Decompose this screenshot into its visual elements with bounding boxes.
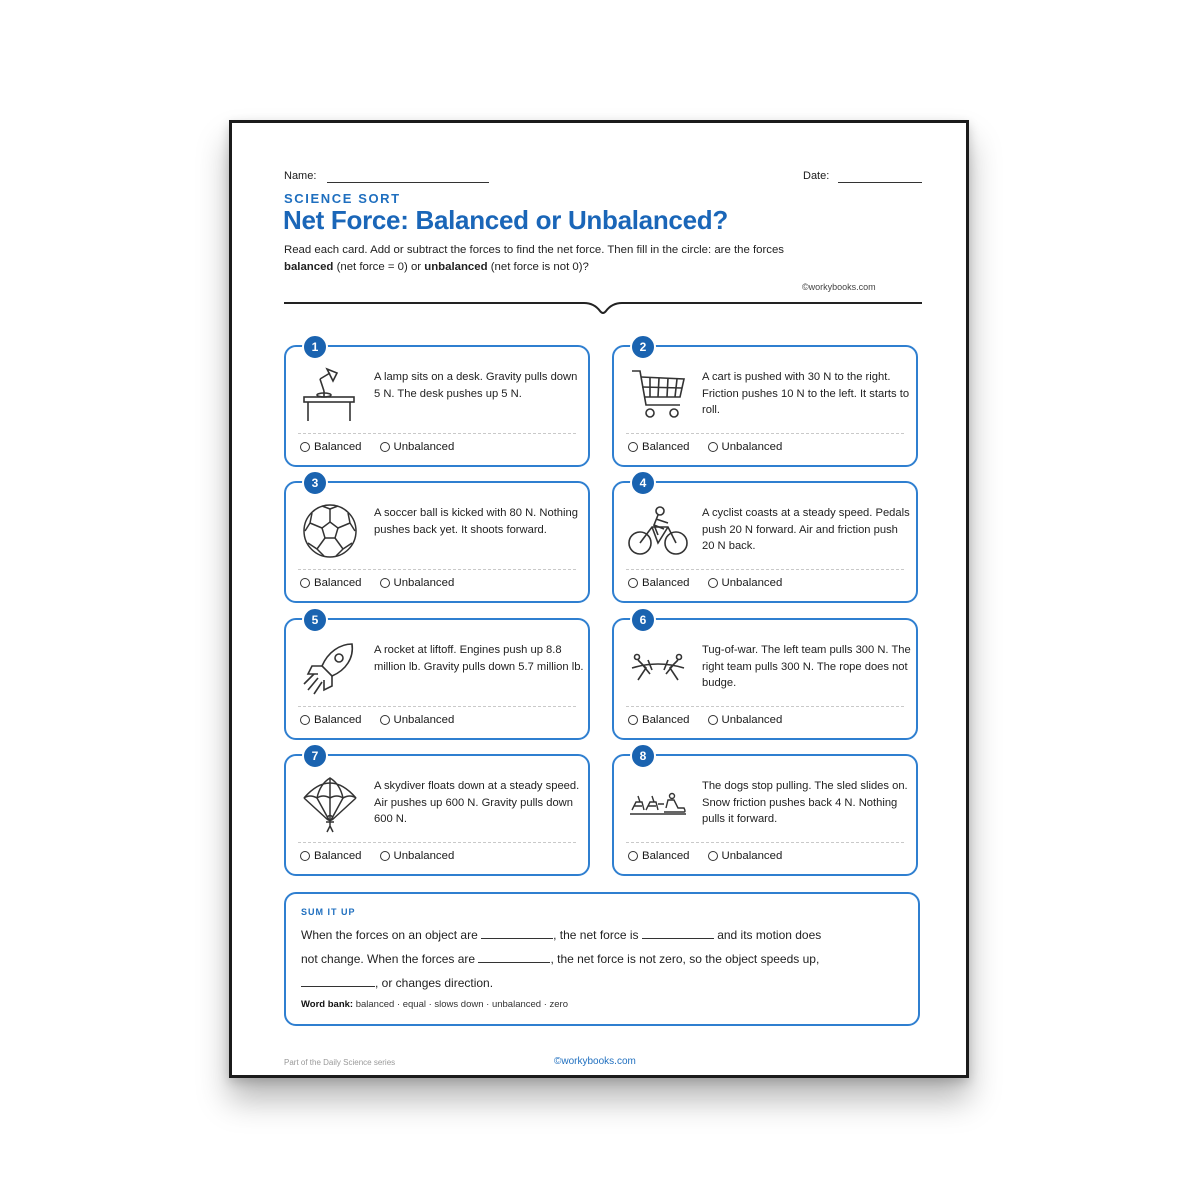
shopping-cart-icon [628, 365, 688, 425]
option-label: Unbalanced [393, 577, 455, 589]
balanced-option[interactable] [300, 577, 362, 589]
worksheet-page [229, 120, 969, 1078]
summary-text: and its motion does [717, 928, 822, 942]
instructions-bold-balanced: balanced [284, 261, 334, 273]
card-text: A rocket at liftoff. Engines push up 8.8 million lb. Gravity pulls down 5.7 million lb. [374, 644, 584, 673]
option-label: Unbalanced [393, 850, 455, 862]
word-bank-words: balanced · equal · slows down · unbalanced · zero [355, 999, 569, 1010]
answer-options [300, 714, 454, 726]
balanced-option[interactable] [628, 850, 690, 862]
answer-options [300, 577, 454, 589]
radio-circle[interactable] [300, 715, 310, 725]
name-label: Name: [284, 170, 317, 182]
card-number-badge: 6 [630, 607, 656, 633]
radio-circle[interactable] [300, 578, 310, 588]
tug-of-war-icon [628, 638, 688, 698]
summary-line-3 [301, 975, 493, 990]
radio-circle[interactable] [708, 442, 718, 452]
balanced-option[interactable] [300, 714, 362, 726]
unbalanced-option[interactable] [708, 850, 783, 862]
option-label: Balanced [314, 441, 362, 453]
footer-series: Part of the Daily Science series [284, 1058, 396, 1067]
dog-sled-icon [628, 774, 688, 834]
option-label: Unbalanced [721, 850, 783, 862]
option-label: Unbalanced [393, 714, 455, 726]
instructions [284, 242, 904, 276]
card-divider [626, 842, 904, 843]
fill-in-blank[interactable] [478, 951, 550, 963]
card-number-badge: 3 [302, 470, 328, 496]
answer-options [300, 850, 454, 862]
header-divider [284, 299, 922, 319]
option-label: Balanced [314, 577, 362, 589]
card-divider [298, 569, 576, 570]
unbalanced-option[interactable] [380, 577, 455, 589]
date-field[interactable] [838, 182, 922, 183]
balanced-option[interactable] [628, 577, 690, 589]
parachute-icon [300, 774, 360, 834]
card-7 [284, 749, 590, 876]
summary-text: , or changes direction. [375, 976, 494, 990]
footer-site-link[interactable]: ©workybooks.com [554, 1056, 636, 1067]
card-number-badge: 7 [302, 743, 328, 769]
card-4 [612, 476, 918, 603]
radio-circle[interactable] [628, 442, 638, 452]
answer-options [300, 441, 454, 453]
option-label: Unbalanced [721, 577, 783, 589]
radio-circle[interactable] [380, 578, 390, 588]
credit-text: ©workybooks.com [802, 282, 876, 292]
fill-in-blank[interactable] [642, 927, 714, 939]
radio-circle[interactable] [300, 851, 310, 861]
radio-circle[interactable] [708, 578, 718, 588]
radio-circle[interactable] [300, 442, 310, 452]
instructions-text-3: (net force is not 0)? [490, 261, 589, 273]
balanced-option[interactable] [628, 714, 690, 726]
option-label: Balanced [642, 714, 690, 726]
card-5 [284, 613, 590, 740]
radio-circle[interactable] [628, 578, 638, 588]
summary-line-2 [301, 951, 819, 966]
radio-circle[interactable] [380, 851, 390, 861]
card-6 [612, 613, 918, 740]
card-1 [284, 340, 590, 467]
card-text: A skydiver floats down at a steady speed. Air pushes up 600 N. Gravity pulls down 600 N. [374, 780, 580, 825]
card-text: A lamp sits on a desk. Gravity pulls down 5 N. The desk pushes up 5 N. [374, 371, 578, 400]
summary-text: , the net force is not zero, so the object speeds up, [550, 952, 820, 966]
option-label: Unbalanced [721, 441, 783, 453]
unbalanced-option[interactable] [380, 850, 455, 862]
balanced-option[interactable] [300, 850, 362, 862]
radio-circle[interactable] [708, 851, 718, 861]
section-kicker: SCIENCE SORT [284, 191, 401, 206]
option-label: Balanced [314, 714, 362, 726]
summary-text: , the net force is [553, 928, 639, 942]
option-label: Balanced [642, 577, 690, 589]
summary-text: not change. When the forces are [301, 952, 476, 966]
word-bank-label: Word bank: [301, 999, 354, 1010]
page-title: Net Force: Balanced or Unbalanced? [283, 205, 728, 235]
summary-line-1 [301, 927, 821, 942]
summary-kicker: SUM IT UP [301, 907, 356, 917]
answer-options [628, 441, 782, 453]
card-number-badge: 1 [302, 334, 328, 360]
card-2 [612, 340, 918, 467]
unbalanced-option[interactable] [380, 714, 455, 726]
card-divider [298, 433, 576, 434]
fill-in-blank[interactable] [301, 975, 375, 987]
soccer-ball-icon [300, 501, 360, 561]
answer-options [628, 577, 782, 589]
card-number-badge: 8 [630, 743, 656, 769]
card-text: The dogs stop pulling. The sled slides on. Snow friction pushes back 4 N. Nothing pulls it forward. [702, 780, 908, 825]
card-divider [626, 433, 904, 434]
radio-circle[interactable] [628, 715, 638, 725]
card-divider [626, 569, 904, 570]
instructions-text-1: Read each card. Add or subtract the forces to find the net force. Then fill in the circle: are the forces [284, 244, 784, 256]
radio-circle[interactable] [380, 715, 390, 725]
card-text: Tug-of-war. The left team pulls 300 N. The right team pulls 300 N. The rope does not budge. [702, 644, 911, 689]
rocket-icon [300, 638, 360, 698]
card-divider [626, 706, 904, 707]
card-number-badge: 5 [302, 607, 328, 633]
word-bank [301, 999, 568, 1010]
sum-it-up-box [284, 892, 920, 1026]
card-text: A cyclist coasts at a steady speed. Pedals push 20 N forward. Air and friction push 20 N back. [702, 507, 910, 552]
option-label: Balanced [642, 441, 690, 453]
card-number-badge: 2 [630, 334, 656, 360]
date-label: Date: [803, 170, 830, 182]
card-8 [612, 749, 918, 876]
desk-lamp-icon [300, 365, 360, 425]
card-number-badge: 4 [630, 470, 656, 496]
option-label: Balanced [642, 850, 690, 862]
fill-in-blank[interactable] [481, 927, 553, 939]
option-label: Balanced [314, 850, 362, 862]
card-text: A soccer ball is kicked with 80 N. Nothing pushes back yet. It shoots forward. [374, 507, 578, 536]
summary-text: When the forces on an object are [301, 928, 478, 942]
answer-options [628, 850, 782, 862]
cyclist-icon [628, 501, 688, 561]
answer-options [628, 714, 782, 726]
balanced-option[interactable] [628, 441, 690, 453]
card-divider [298, 842, 576, 843]
unbalanced-option[interactable] [708, 441, 783, 453]
unbalanced-option[interactable] [708, 577, 783, 589]
option-label: Unbalanced [393, 441, 455, 453]
card-3 [284, 476, 590, 603]
card-text: A cart is pushed with 30 N to the right. Friction pushes 10 N to the left. It starts to roll. [702, 371, 910, 416]
name-field[interactable] [327, 182, 489, 183]
instructions-text-2: (net force = 0) or [336, 261, 422, 273]
option-label: Unbalanced [721, 714, 783, 726]
instructions-bold-unbalanced: unbalanced [424, 261, 488, 273]
unbalanced-option[interactable] [708, 714, 783, 726]
balanced-option[interactable] [300, 441, 362, 453]
card-divider [298, 706, 576, 707]
radio-circle[interactable] [380, 442, 390, 452]
radio-circle[interactable] [628, 851, 638, 861]
unbalanced-option[interactable] [380, 441, 455, 453]
radio-circle[interactable] [708, 715, 718, 725]
